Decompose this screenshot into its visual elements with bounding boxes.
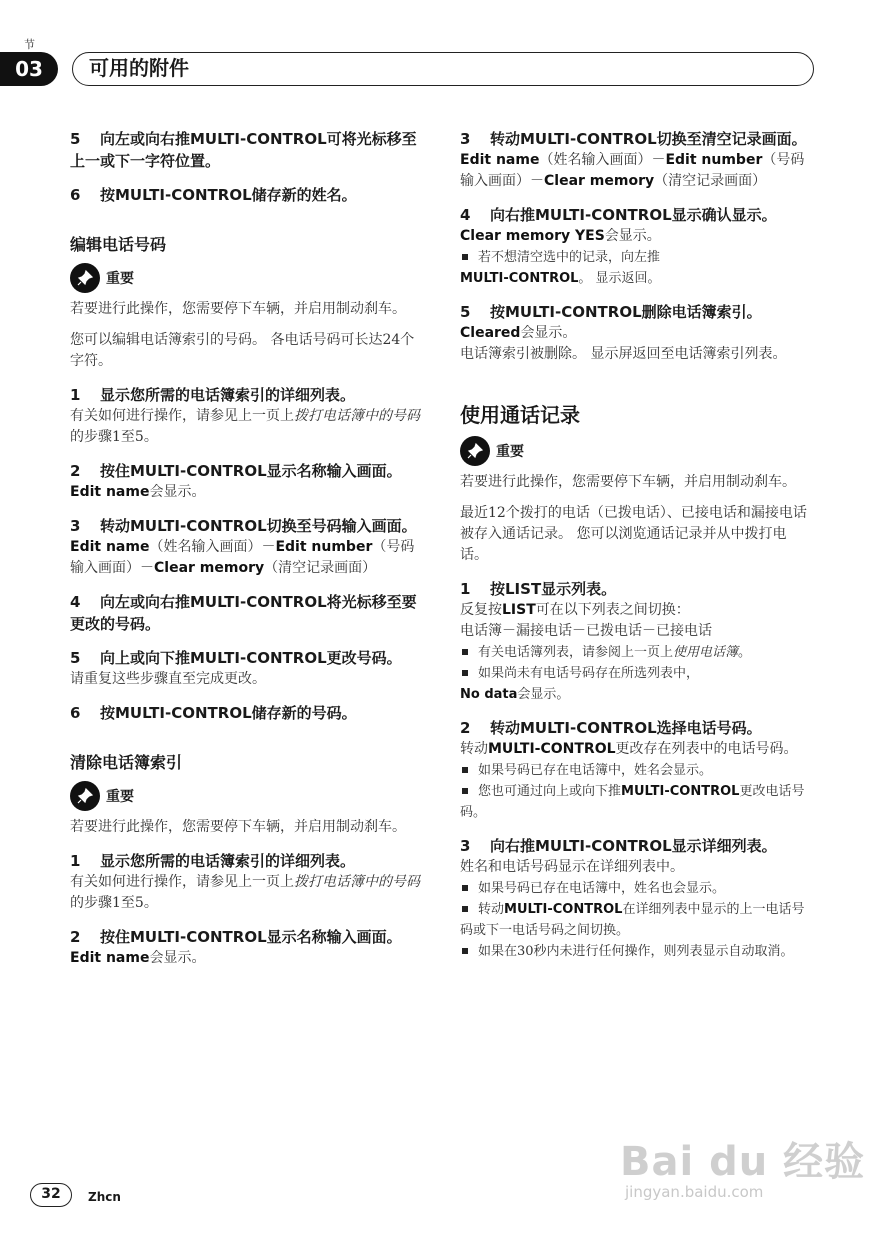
step: 4 向左或向右推MULTI-CONTROL将光标移至要更改的号码。 — [70, 593, 417, 633]
bullet-item: 如果在30秒内未进行任何操作，则列表显示自动取消。 — [460, 941, 812, 962]
section-heading: 使用通话记录 — [460, 403, 580, 427]
link-text[interactable]: 拨打电话簿中的号码 — [294, 408, 420, 424]
language-code: Zhcn — [88, 1190, 121, 1204]
step: 2 按住MULTI-CONTROL显示名称输入画面。 — [70, 928, 402, 946]
step-detail: Edit name（姓名输入画面）－Edit number（号码输入画面）－Clear memory（清空记录画面） — [70, 539, 415, 576]
step: 2 转动MULTI-CONTROL选择电话号码。 — [460, 719, 762, 737]
paragraph: 若要进行此操作，您需要停下车辆，并启用制动刹车。 — [70, 819, 406, 835]
step: 4 向右推MULTI-CONTROL显示确认显示。 — [460, 206, 777, 224]
step-detail: 有关如何进行操作，请参见上一页上拨打电话簿中的号码的步骤1至5。 — [70, 408, 420, 445]
watermark-logo: Bai du 经验 — [620, 1139, 866, 1185]
section-number: 03 — [0, 52, 58, 86]
step: 1 按LIST显示列表。 — [460, 580, 617, 598]
step-detail: Edit name（姓名输入画面）－Edit number（号码输入画面）－Clear memory（清空记录画面） — [460, 152, 805, 189]
bullet-icon — [462, 948, 468, 954]
bullet-icon — [462, 906, 468, 912]
step: 6 按MULTI-CONTROL储存新的号码。 — [70, 704, 357, 722]
bullet-icon — [462, 788, 468, 794]
step-detail: 有关如何进行操作，请参见上一页上拨打电话簿中的号码的步骤1至5。 — [70, 874, 420, 911]
page-number: 32 — [30, 1183, 72, 1207]
paragraph: 若要进行此操作，您需要停下车辆，并启用制动刹车。 — [460, 474, 796, 490]
step-detail: Clear memory YES会显示。 — [460, 228, 661, 244]
step-detail: 电话簿－漏接电话－已拨电话－已接电话 — [460, 623, 712, 639]
step-detail: 反复按LIST可在以下列表之间切换： — [460, 602, 690, 618]
bullet-icon — [462, 670, 468, 676]
step: 5 向左或向右推MULTI-CONTROL可将光标移至上一或下一字符位置。 — [70, 130, 417, 170]
paragraph: 若要进行此操作，您需要停下车辆，并启用制动刹车。 — [70, 301, 406, 317]
important-note: 重要 — [70, 263, 422, 293]
paragraph: 您可以编辑电话簿索引的号码。 各电话号码可长达24个字符。 — [70, 332, 415, 369]
step-detail: 姓名和电话号码显示在详细列表中。 — [460, 859, 684, 875]
bullet-icon — [462, 254, 468, 260]
section-heading: 清除电话簿索引 — [70, 753, 183, 772]
page-title: 可用的附件 — [72, 52, 814, 86]
pin-icon — [70, 781, 100, 811]
step: 6 按MULTI-CONTROL储存新的姓名。 — [70, 186, 357, 204]
bullet-item: 转动MULTI-CONTROL在详细列表中显示的上一电话号码或下一电话号码之间切换。 — [460, 902, 805, 938]
step-detail: Edit name会显示。 — [70, 950, 206, 966]
link-text[interactable]: 拨打电话簿中的号码 — [294, 874, 420, 890]
step: 1 显示您所需的电话簿索引的详细列表。 — [70, 852, 356, 870]
bullet-icon — [462, 885, 468, 891]
step: 1 显示您所需的电话簿索引的详细列表。 — [70, 386, 356, 404]
link-text[interactable]: 使用电话簿 — [673, 645, 739, 660]
step-detail: 电话簿索引被删除。 显示屏返回至电话簿索引列表。 — [460, 346, 787, 362]
step: 3 转动MULTI-CONTROL切换至号码输入画面。 — [70, 517, 417, 535]
right-column — [460, 128, 812, 962]
step-detail: 转动MULTI-CONTROL更改存在列表中的电话号码。 — [460, 741, 798, 757]
bullet-icon — [462, 649, 468, 655]
important-note: 重要 — [70, 781, 422, 811]
pin-icon — [70, 263, 100, 293]
step-detail: Cleared会显示。 — [460, 325, 577, 341]
step: 2 按住MULTI-CONTROL显示名称输入画面。 — [70, 462, 402, 480]
section-heading: 编辑电话号码 — [70, 235, 167, 254]
watermark-url: jingyan.baidu.com — [625, 1183, 764, 1201]
step-detail: 请重复这些步骤直至完成更改。 — [70, 671, 266, 687]
step: 3 向右推MULTI-CONTROL显示详细列表。 — [460, 837, 777, 855]
step-detail: Edit name会显示。 — [70, 484, 206, 500]
bullet-item: 若不想清空选中的记录，向左推 MULTI-CONTROL。 显示返回。 — [460, 250, 661, 286]
paragraph: 最近12个拨打的电话（已拨电话）、已接电话和漏接电话被存入通话记录。 您可以浏览通话记录并从中拨打电话。 — [460, 505, 807, 563]
bullet-item: 有关电话簿列表，请参阅上一页上使用电话簿。 — [460, 642, 812, 663]
important-note: 重要 — [460, 436, 812, 466]
pin-icon — [460, 436, 490, 466]
bullet-item: 如果尚未有电话号码存在所选列表中， No data会显示。 — [460, 666, 700, 702]
step: 5 按MULTI-CONTROL删除电话簿索引。 — [460, 303, 762, 321]
section-label: 节 — [24, 38, 35, 51]
bullet-icon — [462, 767, 468, 773]
bullet-item: 如果号码已存在电话簿中，姓名会显示。 — [460, 760, 812, 781]
bullet-item: 您也可通过向上或向下推MULTI-CONTROL更改电话号码。 — [460, 784, 805, 820]
left-column — [70, 128, 422, 969]
step: 3 转动MULTI-CONTROL切换至清空记录画面。 — [460, 130, 807, 148]
step: 5 向上或向下推MULTI-CONTROL更改号码。 — [70, 649, 402, 667]
bullet-item: 如果号码已存在电话簿中，姓名也会显示。 — [460, 878, 812, 899]
